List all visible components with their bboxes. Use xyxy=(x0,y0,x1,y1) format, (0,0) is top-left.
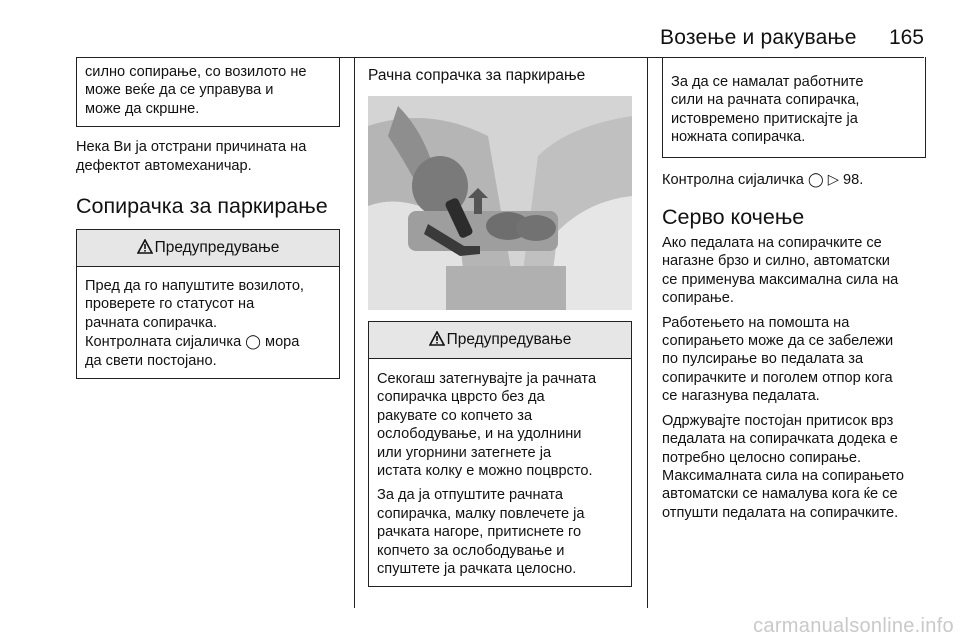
page-ref-link[interactable]: 98. xyxy=(843,171,864,188)
warning-box-handbrake: Предупредување Секогаш затегнувајте ја рачната сопирачка цврсто без да ракувате со копчето за ослободување, и на удолнини или угорнини затегнете ја истата колку е можно поцврсто. За да ја отпуштите рачната сопирачка, малку повлечете ја рачката нагоре, притиснете го копчето за ослободување и спуштете ја рачката целосно. xyxy=(368,321,632,587)
warning-header: Предупредување xyxy=(77,230,339,267)
brake-lamp-icon: ◯ xyxy=(807,170,824,187)
tip-box: За да се намалат работните сили на рачната сопирачка, истовремено притискајте ја ножната сопирачка. xyxy=(662,57,926,158)
warning-triangle-icon xyxy=(429,331,445,346)
column-divider xyxy=(647,57,648,608)
handbrake-illustration xyxy=(368,96,632,310)
servo-para-3: Одржувајте постојан притисок врз педалата на сопирачката додека е потребно целосно сопирање. Максималната сила на сопирањето автоматски се намалува кога ќе се отпушти педалата на сопирачките. xyxy=(662,412,905,521)
page-section-title: Возење и ракување xyxy=(660,26,857,49)
repair-note: Нека Ви ја отстрани причината на дефектот автомеханичар. xyxy=(76,139,307,174)
watermark: carmanualsonline.info xyxy=(753,615,954,637)
column-2 xyxy=(368,66,632,587)
page-ref-arrow-icon: ▷ xyxy=(827,171,839,188)
servo-para-2: Работењето на помошта на сопирањето може да се забележи по пулсирање во педалата за сопирачките и поголем отпор кога се нагазнува педалата. xyxy=(662,314,894,405)
section-heading-servo-brake: Серво кочење xyxy=(662,205,805,230)
control-lamp-reference: Контролна сијаличка ◯ ▷ 98. xyxy=(662,170,864,188)
column-1 xyxy=(76,57,340,379)
page-number: 165 xyxy=(888,26,924,49)
servo-para-1: Ако педалата на сопирачките се нагазне брзо и силно, автоматски се применува максимална сила на сопирање. xyxy=(662,235,899,307)
warning-box-parking: Предупредување Пред да го напуштите возилото, проверете го статусот на рачната сопирачка. Контролната сијаличка ◯ мора да свети постојано. xyxy=(76,229,340,379)
warning-header: Предупредување xyxy=(369,322,631,359)
brake-lamp-icon: ◯ xyxy=(245,333,261,350)
section-heading-parking-brake: Сопирачка за паркирање xyxy=(76,194,328,219)
column-divider xyxy=(354,57,355,608)
continued-warning-box: силно сопирање, со возилото не може веќе да се управува и може да скршне. xyxy=(76,57,340,127)
column-3 xyxy=(662,57,926,522)
warning-triangle-icon xyxy=(137,239,153,254)
section-heading-handbrake: Рачна сопрачка за паркирање xyxy=(368,67,586,84)
